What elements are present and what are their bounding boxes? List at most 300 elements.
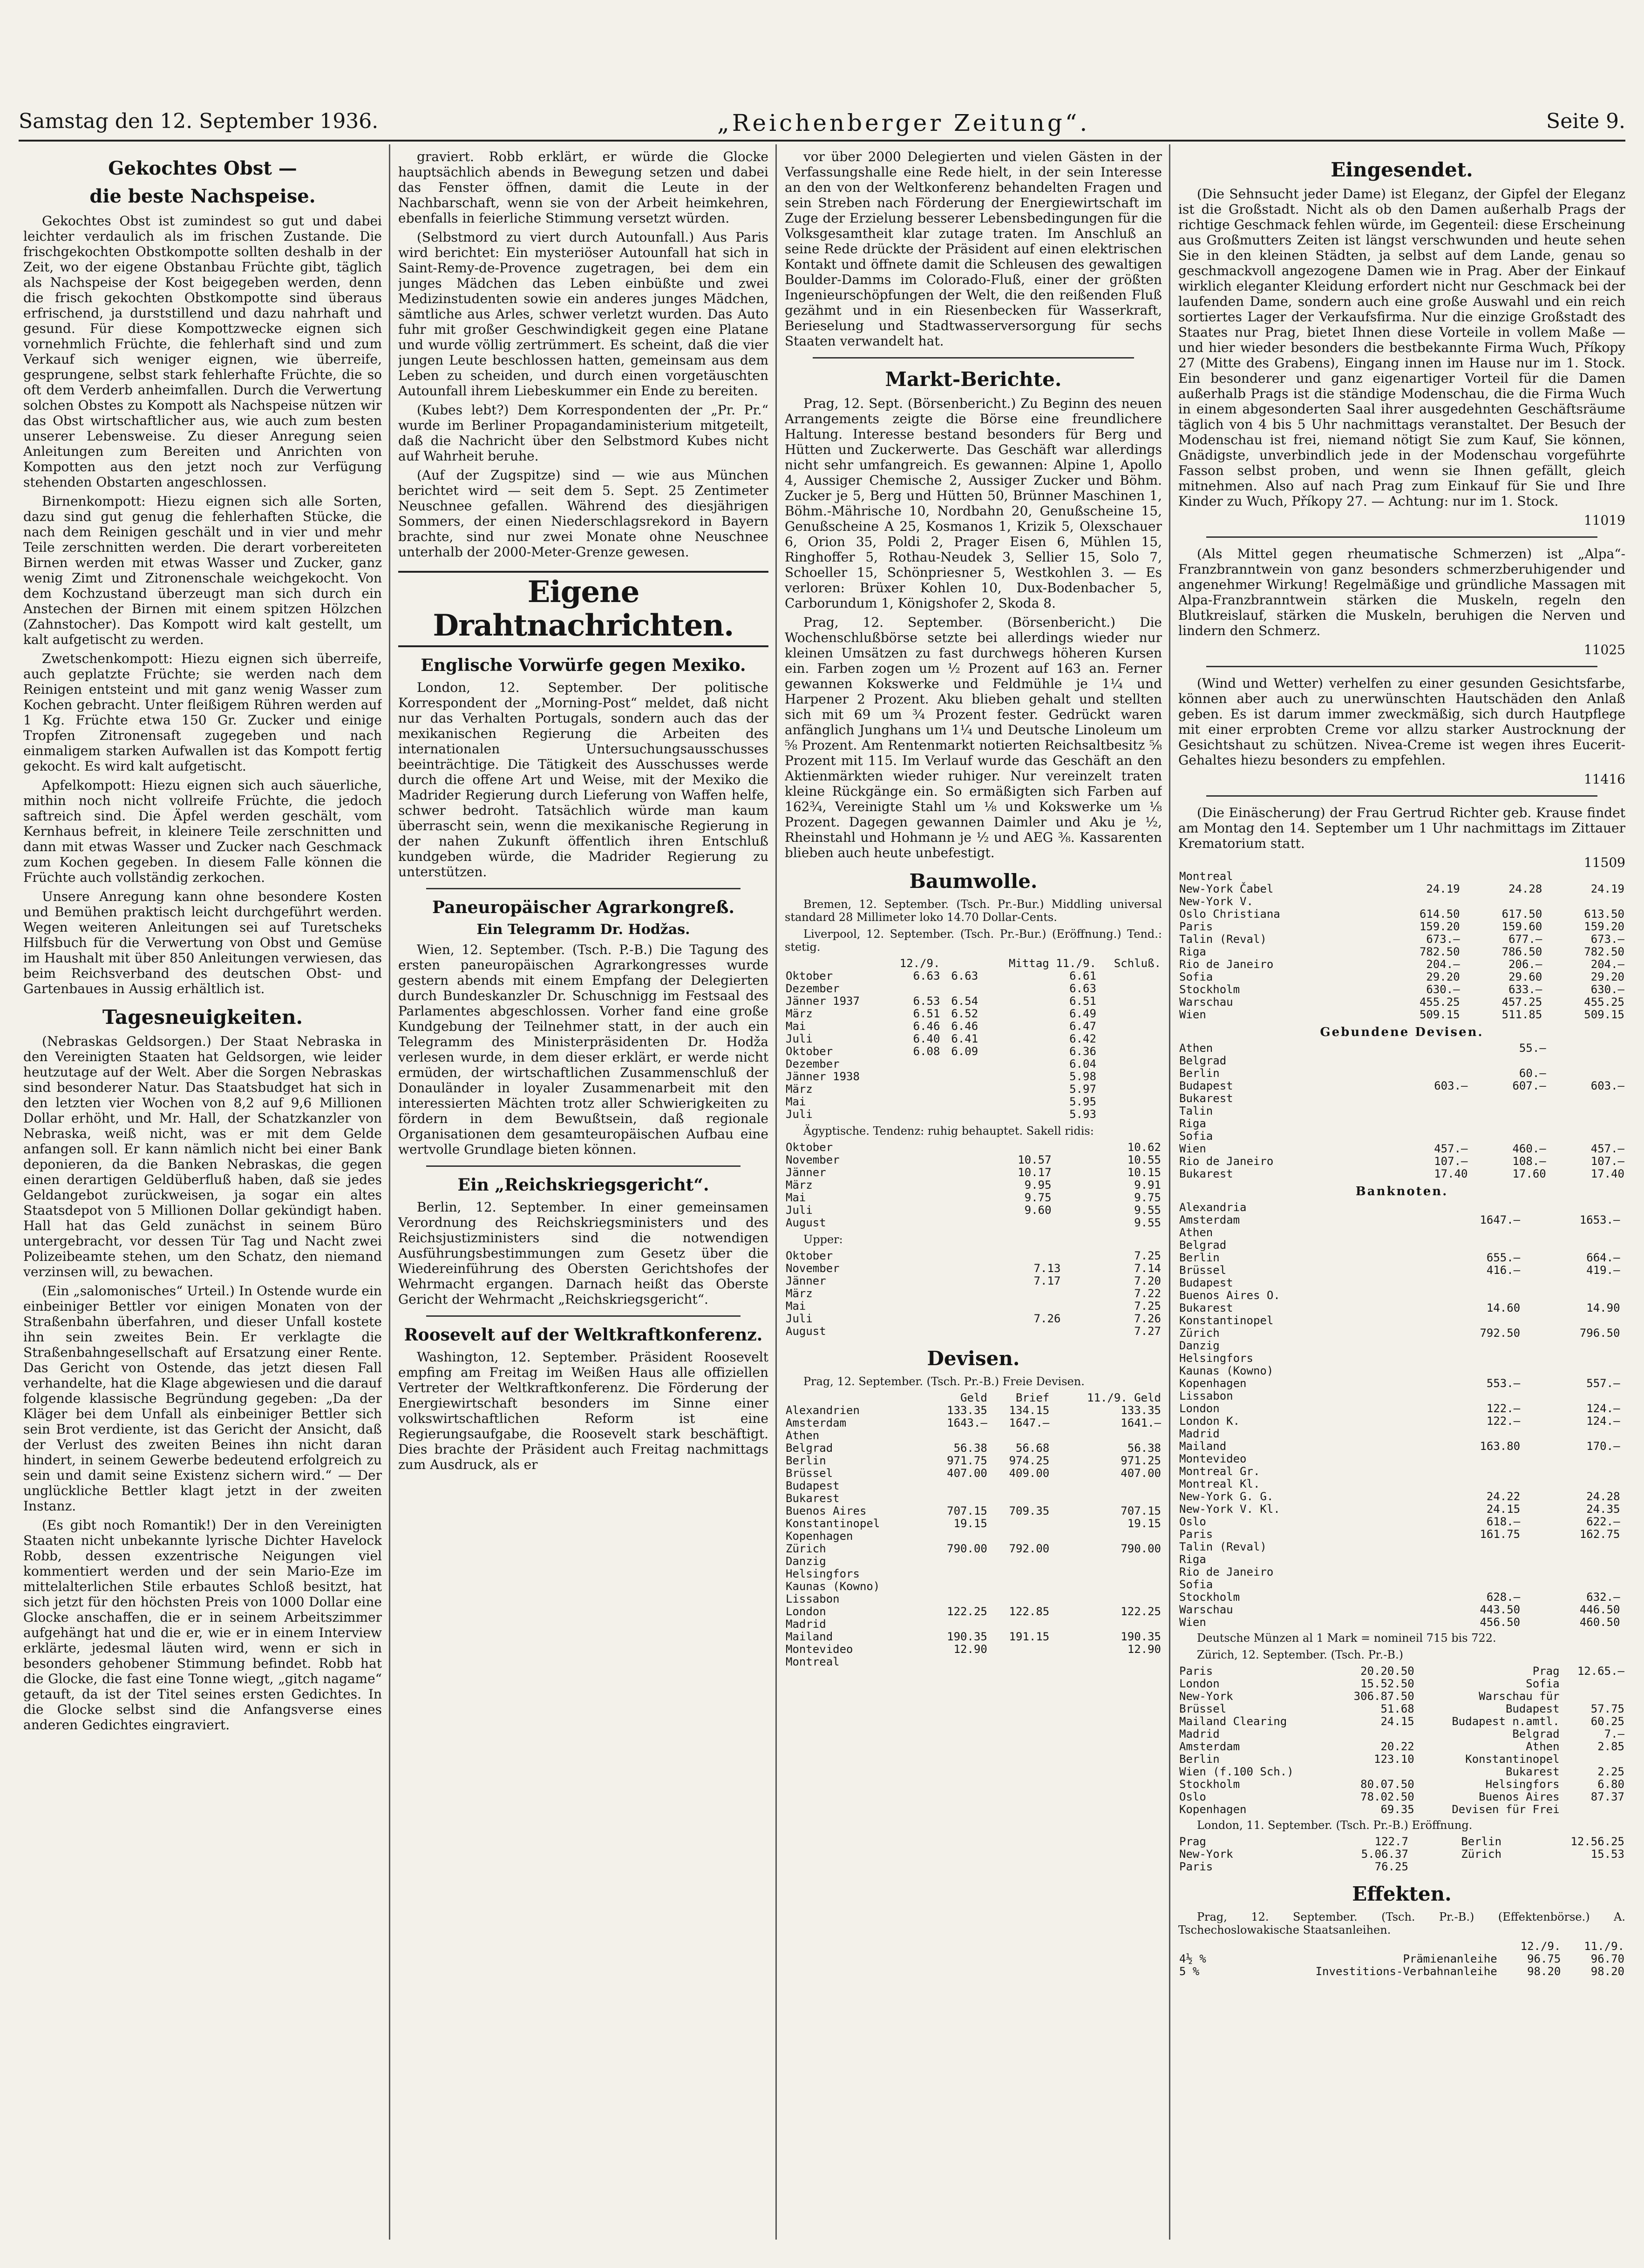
table-cell: 55.— <box>1519 1042 1546 1055</box>
table-cell <box>1468 1130 1547 1143</box>
table-cell: 792.00 <box>1009 1542 1050 1555</box>
table-cell: 9.55 <box>1134 1216 1161 1229</box>
table-cell: 9.91 <box>1134 1178 1161 1192</box>
table-cell: 707.15 <box>947 1504 987 1517</box>
table-row <box>1178 1277 1625 1289</box>
table-cell: London <box>1179 1677 1220 1690</box>
table-cell: 4½ % <box>1179 1952 1206 1965</box>
table-cell <box>1521 1365 1621 1377</box>
table-cell: 7.14 <box>1134 1262 1161 1275</box>
table-row <box>785 1275 1162 1287</box>
table-cell <box>1521 1289 1621 1302</box>
table-row <box>1178 1465 1625 1478</box>
table-row <box>1178 1415 1625 1428</box>
table-cell <box>1468 1105 1547 1117</box>
table-row <box>1178 870 1625 883</box>
table-cell <box>1561 1753 1625 1766</box>
table-cell: 6.52 <box>951 1007 978 1020</box>
column-2 <box>398 149 768 2244</box>
table-cell: 6.61 <box>1069 969 1096 982</box>
divider <box>426 1315 740 1317</box>
table-cell: 60.25 <box>1590 1715 1624 1728</box>
table-cell <box>1390 1105 1468 1117</box>
table-row <box>1178 1453 1625 1465</box>
table-cell: Investitions-Verbahnanleihe <box>1315 1965 1497 1978</box>
table-cell: Riga <box>1179 1553 1206 1566</box>
table-row <box>1178 908 1625 921</box>
table-cell: Montreal Kl. <box>1179 1477 1260 1490</box>
article-byline: Ein Telegramm Dr. Hodžas. <box>476 921 690 938</box>
table-cell: 630.— <box>1590 983 1624 996</box>
table-cell <box>1421 1226 1521 1239</box>
table-cell <box>1621 1503 1625 1516</box>
table-cell <box>988 1492 1050 1505</box>
table-cell <box>1521 1352 1621 1365</box>
table-cell: 57.75 <box>1590 1702 1624 1715</box>
table-row <box>1178 1105 1625 1117</box>
table-cell: Helsingfors <box>786 1567 860 1580</box>
table-cell: New-York <box>1179 1690 1233 1703</box>
table-row <box>1178 1490 1625 1503</box>
table-cell: 122.7 <box>1374 1835 1408 1848</box>
table-cell <box>1621 1415 1625 1428</box>
table-cell: 7.20 <box>1134 1274 1161 1287</box>
table-cell: Jänner 1938 <box>786 1070 860 1083</box>
table-row <box>1178 1340 1625 1352</box>
table-cell: Stockholm <box>1179 983 1240 996</box>
table-row <box>785 1204 1162 1217</box>
table-cell <box>1390 1042 1468 1055</box>
table-cell <box>1409 1861 1502 1873</box>
table-cell: 974.25 <box>1009 1454 1050 1467</box>
table-cell: 122.— <box>1486 1415 1521 1428</box>
table-cell <box>1621 1289 1625 1302</box>
table-cell: 7.25 <box>1134 1300 1161 1313</box>
table-cell: März <box>786 1287 813 1300</box>
table-cell <box>885 1108 941 1121</box>
table-cell <box>1222 1940 1498 1953</box>
column-rule <box>775 144 777 2240</box>
table-cell: Madrid <box>1179 1727 1220 1740</box>
table-cell <box>1061 1287 1067 1300</box>
table-row <box>1178 1953 1625 1965</box>
table-row <box>1178 1390 1625 1402</box>
divider <box>813 357 1134 359</box>
table-cell: Mittag 11./9. <box>1009 957 1096 970</box>
table-cell <box>1379 895 1461 908</box>
table-row <box>785 1631 1162 1643</box>
table-caption: Prag, 12. September. (Tsch. Pr.-B.) (Effektenbörse.) A. Tschechoslowakische Staatsanleihen. <box>1178 1910 1625 1936</box>
table-cell <box>1521 1566 1621 1578</box>
table-cell <box>1468 1055 1547 1067</box>
table-cell: 460.— <box>1512 1142 1546 1155</box>
table-cell <box>1050 1492 1162 1505</box>
table-cell: 6.63 <box>913 969 940 982</box>
table-cell: 673.— <box>1426 933 1460 946</box>
table-cell: 630.— <box>1426 983 1460 996</box>
table-cell: New-York G. G. <box>1179 1490 1274 1503</box>
table-cell: 553.— <box>1486 1377 1521 1390</box>
table-row <box>1178 921 1625 933</box>
table-cell: 633.— <box>1508 983 1542 996</box>
table-cell <box>967 1250 1062 1262</box>
table-cell: Danzig <box>786 1555 826 1568</box>
table-row <box>785 1455 1162 1467</box>
column-1 <box>23 149 382 2244</box>
table-cell: Sofia <box>1179 1578 1213 1591</box>
table-cell: Mai <box>786 1191 806 1204</box>
table-cell <box>1521 1239 1621 1252</box>
section-title: Baumwolle. <box>909 870 1038 893</box>
table-row <box>785 1467 1162 1480</box>
article-title: Paneuropäischer Agrarkongreß. <box>432 898 735 917</box>
table-cell: 971.75 <box>947 1454 987 1467</box>
table-cell: Montevideo <box>786 1643 853 1656</box>
table-cell <box>926 1656 988 1668</box>
table-row <box>785 1618 1162 1631</box>
table-cell: Mailand <box>786 1630 833 1643</box>
table-cell <box>1621 1440 1625 1453</box>
table-cell: Rio de Janeiro <box>1179 1155 1274 1168</box>
table-cell: Oslo Christiana <box>1179 907 1280 921</box>
table-cell: 455.25 <box>1584 995 1624 1009</box>
table-cell <box>967 1300 1062 1313</box>
table-cell: Devisen für Frei <box>1452 1803 1560 1816</box>
table-cell <box>967 1325 1062 1338</box>
table-cell: 6.51 <box>913 1007 940 1020</box>
table-row <box>1178 1766 1625 1778</box>
table-cell: 56.38 <box>953 1442 987 1455</box>
table-cell: 190.35 <box>947 1630 987 1643</box>
table-row <box>1178 1352 1625 1365</box>
paragraph: Wien, 12. September. (Tsch. P.-B.) Die Tagung des ersten paneuropäischen Agrarkongresses wurde gestern abends mit einem Empfang der Delegierten durch Bundeskanzler Dr. Schuschnigg im Festsaal des Parlamentes abgeschlossen. Vorher fand eine große Kundgebung der Teilnehmer statt, in der auch ein Telegramm des Ministerpräsidenten Dr. Hodža verlesen wurde, in dem dieser erklärt, er werde nicht ermüden, der wirtschaftlichen Zusammenschluß der Donauländer in loyaler Zusammenarbeit mit den interessierten Mächten trotz aller Schwierigkeiten zu fördern in dem Bewußtsein, daß regionale Organisationen dem gesamteuropäischen Aufbau eine wertvolle Grundlage bieten können. <box>398 942 768 1157</box>
table-cell: Berlin <box>1179 1067 1220 1080</box>
table-cell: Kopenhagen <box>786 1530 853 1543</box>
table-cell <box>1390 1092 1468 1105</box>
table-row <box>1178 958 1625 971</box>
table-row <box>1178 1516 1625 1528</box>
table-cell: 2.25 <box>1597 1765 1624 1778</box>
table-cell: Budapest n.amtl. <box>1452 1715 1560 1728</box>
table-row <box>785 1593 1162 1605</box>
paragraph: (Die Sehnsucht jeder Dame) ist Eleganz, der Gipfel der Eleganz ist die Großstadt. Nicht als ob den Damen außerhalb Prags der richtige Geschmack fehlen würde, im Gegenteil: diese Erscheinung aus Großmutters Zeiten ist längst verschwunden und heute sehen Sie in den kleinen Städten, ja selbst auf dem Lande, genau so geschmackvoll angezogene Damen wie in Prag. Aber der Einkauf wirklich eleganter Kleidung erfordert nicht nur Geschmack bei der laufenden Dame, sondern auch eine große Auswahl und ein reich sortiertes Lager der Verkaufsfirma. Nur die einzige Großstadt des Staates nur Prag, bietet Ihnen diese Vorteile in vollem Maße — und hier wieder besonders die bestbekannte Firma Wuch, Příkopy 27 (Mitte des Grabens), Eingang innen im Hause nur im 1. Stock. Ein besonderer und ganz eigenartiger Vorteil für die Damen außerhalb Prags ist die ständige Modenschau, die die Firma Wuch in einem abgesonderten Saal ihrer ausgedehnten Geschäftsräume täglich von 4 bis 5 Uhr nachmittags veranstaltet. Der Besuch der Modenschau ist frei, niemand nötigt Sie zum Kauf, Sie können, Gnädigste, unverbindlich jede in der Modenschau vorgeführte Fasson selbst proben, und wenn sie Ihnen gefällt, gleich mitnehmen. Also auf nach Prag zum Einkauf für Sie und Ihre Kinder zu Wuch, Příkopy 27. — Achtung: nur im 1. Stock. <box>1178 186 1625 509</box>
table-cell <box>1621 1591 1625 1604</box>
table-cell: Budapest <box>1179 1276 1233 1289</box>
table-cell: Konstantinopel <box>786 1517 880 1530</box>
paragraph: (Es gibt noch Romantik!) Der in den Vereinigten Staaten nicht unbekannte lyrische Dichter Havelock Robb, dessen exzentrische Neigungen viel kommentiert werden und der sein Mario-Eze im mittelalterlichen Stile erbautes Schloß besitzt, hat sich jetzt für den höchsten Preis von 1000 Dollar eine Glocke anschaffen, die er in seinem Arbeitszimmer aufgehängt hat und die er, wie er in einem Interview erklärte, jedesmal läuten wird, wenn er sich in besonders gehobener Stimmung befindet. Robb hat die Glocke, die fast eine Tonne wiegt, „gitch nagame“ getauft, da ist der Titel seines ersten Gedichtes. In die Glocke selbst sind die Anfangsverse eines anderen Gedichtes eingraviert. <box>23 1517 382 1733</box>
table-cell: 9.95 <box>1024 1178 1052 1192</box>
table-cell: 5.93 <box>1069 1108 1096 1121</box>
column-rule <box>389 144 390 2240</box>
table-cell: 12./9. <box>1520 1940 1561 1953</box>
table-cell <box>926 1492 988 1505</box>
table-cell: 108.— <box>1512 1155 1546 1168</box>
table-row <box>785 1442 1162 1455</box>
table-row <box>1178 1327 1625 1340</box>
table-cell: Madrid <box>1179 1427 1220 1440</box>
table-cell: Berlin <box>786 1454 826 1467</box>
table-cell: 673.— <box>1590 933 1624 946</box>
table-row <box>1178 1402 1625 1415</box>
table-cell: 6.80 <box>1597 1778 1624 1791</box>
article-title: Englische Vorwürfe gegen Mexiko. <box>421 656 746 675</box>
table-cell <box>941 1070 979 1083</box>
table-cell: 9.60 <box>1024 1204 1052 1217</box>
table-cell: 419.— <box>1586 1264 1620 1277</box>
paragraph: (Ein „salomonisches“ Urteil.) In Ostende wurde ein einbeiniger Bettler vor einigen Monaten von der Straßenbahn überfahren, und dieser Unfall kostete ihn sein zweites Bein. Er verklagte die Straßenbahngesellschaft auf Ersatzung einer Rente. Das Gericht von Ostende, das jetzt diesen Fall verhandelte, hat die Klage abgewiesen und die darauf folgende klassische Begründung gegeben: „Da der Kläger bei dem Unfall als einbeiniger Bettler sich sein Brot verdiente, ist das Gericht der Ansicht, daß der Verlust des zweiten Beines ihn nicht daran hindert, in seinem Gewerbe bedeutend erfolgreich zu sein und damit seine Existenz sichern wird.“ — Der unglückliche Bettler klagt jetzt in der zweiten Instanz. <box>23 1283 382 1514</box>
paragraph: Prag, 12. Sept. (Börsenbericht.) Zu Beginn des neuen Arrangements zeigte die Börse eine freundlichere Haltung. Interesse bestand besonders für Berg und Hütten und Zuckerwerte. Das Geschäft war allerdings nicht sehr umfangreich. Es gewannen: Alpine 1, Apollo 4, Aussiger Chemische 2, Aussiger Zucker und Böhm. Zucker je 5, Berg und Hütten 50, Brünner Maschinen 1, Böhm.-Mährische 10, Nordbahn 20, Genußscheine 15, Genußscheine A 25, Kosmanos 1, Krizik 5, Olexschauer 6, Orion 35, Poldi 2, Prager Eisen 6, Mühlen 15, Ringhoffer 5, Rothau-Neudek 3, Sellier 15, Solo 7, Schoeller 15, Schönpriesner 5, Westkohlen 3. — Es verloren: Brüxer Kohlen 10, Dux-Bodenbacher 5, Carborundum 1, Königshofer 2, Skoda 8. <box>785 396 1162 611</box>
notice-number: 11019 <box>1583 513 1625 528</box>
table-caption: Ägyptische. Tendenz: ruhig behauptet. Sakell ridis: <box>803 1124 1094 1137</box>
table-cell: 622.— <box>1586 1515 1620 1528</box>
header-rule <box>19 140 1625 142</box>
section-title: Effekten. <box>1352 1882 1452 1905</box>
article-subtitle: die beste Nachspeise. <box>89 185 316 207</box>
table-cell: 407.00 <box>947 1467 987 1480</box>
table-cell: 5.95 <box>1069 1095 1096 1108</box>
table-cell <box>1421 1578 1521 1591</box>
table-cell <box>941 1083 979 1096</box>
table-cell: Oktober <box>786 1141 833 1154</box>
table-cell <box>1621 1390 1625 1402</box>
table-cell: 1641.— <box>1121 1416 1161 1429</box>
table-cell: 159.20 <box>1584 920 1624 933</box>
table-cell <box>941 982 979 995</box>
table-row <box>785 1020 1162 1033</box>
table-cell: Warschau <box>1179 1603 1233 1616</box>
table-cell: 618.— <box>1486 1515 1521 1528</box>
notice-number: 11416 <box>1583 772 1625 787</box>
table-cell <box>1621 1465 1625 1478</box>
table-row <box>1178 1604 1625 1616</box>
table-cell: Juli <box>786 1204 813 1217</box>
table-cell: Kopenhagen <box>1179 1803 1247 1816</box>
table-cell: 12.65.— <box>1577 1665 1624 1678</box>
table-cell <box>1621 1302 1625 1314</box>
table-cell: Montevideo <box>1179 1452 1247 1465</box>
table-cell: Paris <box>1179 1665 1213 1678</box>
table-row <box>1178 1848 1625 1861</box>
table-cell <box>1061 1325 1067 1338</box>
notice-number: 11025 <box>1583 642 1625 657</box>
table-cell: Madrid <box>786 1618 826 1631</box>
table-cell <box>988 1517 1050 1530</box>
table-cell: 6.63 <box>1069 982 1096 995</box>
table-row <box>1178 1226 1625 1239</box>
table-cell: Talin (Reval) <box>1179 1540 1267 1553</box>
table-row <box>1178 983 1625 996</box>
table-cell <box>1050 1580 1162 1593</box>
table-cell <box>941 1108 979 1121</box>
table-cell: 7.26 <box>1134 1312 1161 1325</box>
divider <box>426 1165 740 1167</box>
table-cell <box>1547 1117 1625 1130</box>
table-cell: 133.35 <box>947 1404 987 1417</box>
table-cell: 10.55 <box>1127 1153 1161 1166</box>
effekten-table <box>1178 1940 1625 1978</box>
table-cell: 96.70 <box>1590 1952 1624 1965</box>
column-rule <box>1169 144 1170 2240</box>
table-cell <box>1379 870 1461 883</box>
section-title: Devisen. <box>927 1347 1020 1370</box>
table-cell: 614.50 <box>1419 907 1460 921</box>
table-cell: März <box>786 1083 813 1096</box>
table-cell: Athen <box>1179 1226 1213 1239</box>
table-cell: Mailand <box>1179 1440 1227 1453</box>
table-cell: Montreal <box>1179 870 1233 883</box>
table-cell: 204.— <box>1426 958 1460 971</box>
table-row <box>1178 1377 1625 1390</box>
table-cell: November <box>786 1153 840 1166</box>
table-cell: 7.— <box>1604 1727 1624 1740</box>
table-cell: 6.47 <box>1069 1020 1096 1033</box>
table-cell: Lissabon <box>1179 1389 1233 1402</box>
table-cell <box>948 1217 1053 1229</box>
table-cell: 6.36 <box>1069 1045 1096 1058</box>
upper-table <box>785 1250 1162 1338</box>
table-cell <box>1421 1365 1521 1377</box>
table-cell <box>1621 1528 1625 1541</box>
column-4 <box>1178 149 1625 2244</box>
table-row <box>1178 1239 1625 1252</box>
table-cell: 677.— <box>1508 933 1542 946</box>
table-cell: März <box>786 1007 813 1020</box>
table-cell: Konstantinopel <box>1465 1753 1560 1766</box>
table-cell: 51.68 <box>1380 1702 1414 1715</box>
table-cell: Buenos Aires <box>1479 1790 1560 1803</box>
table-cell <box>1061 1275 1067 1287</box>
table-row <box>1178 1803 1625 1816</box>
table-row <box>785 1492 1162 1505</box>
table-cell <box>1461 895 1543 908</box>
table-cell <box>1461 870 1543 883</box>
article-title: Ein „Reichskriegsgericht“. <box>457 1175 709 1195</box>
table-row <box>1178 1168 1625 1180</box>
table-cell <box>1547 1055 1625 1067</box>
table-row <box>1178 1740 1625 1753</box>
table-row <box>1178 1365 1625 1377</box>
table-cell <box>988 1580 1050 1593</box>
table-cell <box>988 1480 1050 1492</box>
table-row <box>1178 1703 1625 1715</box>
table-cell <box>1621 1428 1625 1440</box>
table-row <box>785 1325 1162 1338</box>
table-row <box>785 1217 1162 1229</box>
paragraph: Washington, 12. September. Präsident Roosevelt empfing am Freitag im Weißen Haus alle offiziellen Vertreter der Weltkraftkonferenz. Die Förderung der Energiewirtschaft besonders im Sinne einer volkswirtschaftlichen Reform ist eine Regierungsaufgabe, die Roosevelt stark beschäftigt. Dies brachte der Präsident auch Freitag nachmittags zum Ausdruck, als er <box>398 1349 768 1472</box>
table-cell: 14.60 <box>1486 1301 1521 1314</box>
section-title: Tagesneuigkeiten. <box>102 1006 303 1029</box>
table-cell: Stockholm <box>1179 1591 1240 1604</box>
table-cell: Oslo <box>1179 1790 1206 1803</box>
table-row <box>1178 1503 1625 1516</box>
table-cell: 24.15 <box>1486 1503 1521 1516</box>
table-cell <box>885 1096 941 1108</box>
table-cell: Oslo <box>1179 1515 1206 1528</box>
table-row <box>1178 1130 1625 1143</box>
paragraph: Unsere Anregung kann ohne besondere Kosten und Bemühen praktisch leicht durchgeführt werden. Wegen weiteren Anleitungen sei auf Turetscheks Hilfsbuch für die Verwertung von Obst und Gemüse im Haushalt mit über 850 Anleitungen verwiesen, das beim Reichsverband des deutschen Obst- und Gartenbaues in Aussig erhältlich ist. <box>23 889 382 996</box>
table-row <box>1178 1528 1625 1541</box>
table-cell: New-York <box>1179 1848 1233 1861</box>
table-cell <box>1050 1530 1162 1543</box>
table-cell <box>1050 1568 1162 1580</box>
table-cell <box>1621 1490 1625 1503</box>
table-cell: 707.15 <box>1121 1504 1161 1517</box>
table-cell: Brüssel <box>1179 1264 1227 1277</box>
table-row <box>1178 1965 1625 1978</box>
table-cell <box>1421 1478 1521 1490</box>
table-cell <box>926 1429 988 1442</box>
table-cell: Berlin <box>1179 1753 1220 1766</box>
table-cell <box>1468 1117 1547 1130</box>
table-cell <box>1621 1252 1625 1264</box>
paragraph: (Die Einäscherung) der Frau Gertrud Richter geb. Krause findet am Montag den 14. September um 1 Uhr nachmittags im Zittauer Krematorium statt. <box>1178 805 1625 851</box>
table-cell: Buenos Aires O. <box>1179 1289 1280 1302</box>
page-number: Seite 9. <box>1546 109 1625 133</box>
table-cell <box>1390 1067 1468 1080</box>
table-row <box>1178 883 1625 895</box>
table-row <box>785 1480 1162 1492</box>
table-cell: 162.75 <box>1579 1528 1620 1541</box>
table-title: Banknoten. <box>1355 1185 1448 1198</box>
table-cell <box>1547 1067 1625 1080</box>
table-caption: London, 11. September. (Tsch. Pr.-B.) Eröffnung. <box>1197 1819 1473 1832</box>
divider <box>1206 795 1597 797</box>
table-cell: 7.22 <box>1134 1287 1161 1300</box>
table-row <box>1178 996 1625 1009</box>
table-cell: 455.25 <box>1419 995 1460 1009</box>
table-row <box>1178 1080 1625 1092</box>
table-row <box>1178 1861 1625 1873</box>
table-caption: Prag, 12. September. (Tsch. Pr.-B.) Freie Devisen. <box>803 1375 1085 1388</box>
table-row <box>1178 1067 1625 1080</box>
table-cell: 792.50 <box>1480 1327 1521 1340</box>
table-cell: Bukarest <box>1179 1167 1233 1180</box>
table-row <box>1178 1690 1625 1703</box>
table-cell: 6.42 <box>1069 1032 1096 1045</box>
table-cell: Kaunas (Kowno) <box>1179 1364 1274 1377</box>
table-cell: 416.— <box>1486 1264 1521 1277</box>
table-row <box>785 1300 1162 1313</box>
table-row <box>785 1580 1162 1593</box>
table-cell <box>1621 1453 1625 1465</box>
table-cell: 159.60 <box>1501 920 1542 933</box>
table-cell: 122.85 <box>1009 1605 1050 1618</box>
table-cell <box>926 1555 988 1568</box>
notice-number: 11509 <box>1583 855 1625 870</box>
table-cell: 133.35 <box>1121 1404 1161 1417</box>
table-cell <box>1421 1352 1521 1365</box>
table-cell <box>1502 1861 1625 1873</box>
table-caption: Zürich, 12. September. (Tsch. Pr.-B.) <box>1197 1648 1403 1661</box>
paragraph: Birnenkompott: Hiezu eignen sich alle Sorten, dazu sind gut genug die fehlerhaften Stücke, die nach dem Reinigen geschält und in vier und mehr Teile zerschnitten werden. Die derart vorbereiteten Birnen werden mit etwas Wasser und Zucker, ganz wenig Zimt und Zitronenschale weichgekocht. Von dem Kochzustand überzeugt man sich durch ein Anstechen der Birnen mit einem spitzen Hölzchen (Zahnstocher). Das Kompott wird kalt gestellt, um kalt aufgetischt zu werden. <box>23 494 382 647</box>
table-cell: 159.20 <box>1419 920 1460 933</box>
table-row <box>785 1555 1162 1568</box>
table-cell: 14.90 <box>1586 1301 1620 1314</box>
table-cell: Bukarest <box>1505 1765 1560 1778</box>
table-cell <box>1050 1618 1162 1631</box>
table-cell: 124.— <box>1586 1415 1620 1428</box>
table-cell: 655.— <box>1486 1251 1521 1264</box>
table-cell: 460.50 <box>1579 1616 1620 1629</box>
table-cell: 1653.— <box>1579 1213 1620 1226</box>
table-cell: 122.— <box>1486 1402 1521 1415</box>
table-cell <box>1053 1141 1058 1154</box>
table-row <box>785 982 1162 995</box>
table-cell <box>1050 1593 1162 1605</box>
table-row <box>1178 1201 1625 1214</box>
table-cell <box>1521 1553 1621 1566</box>
table-cell: 69.35 <box>1380 1803 1414 1816</box>
